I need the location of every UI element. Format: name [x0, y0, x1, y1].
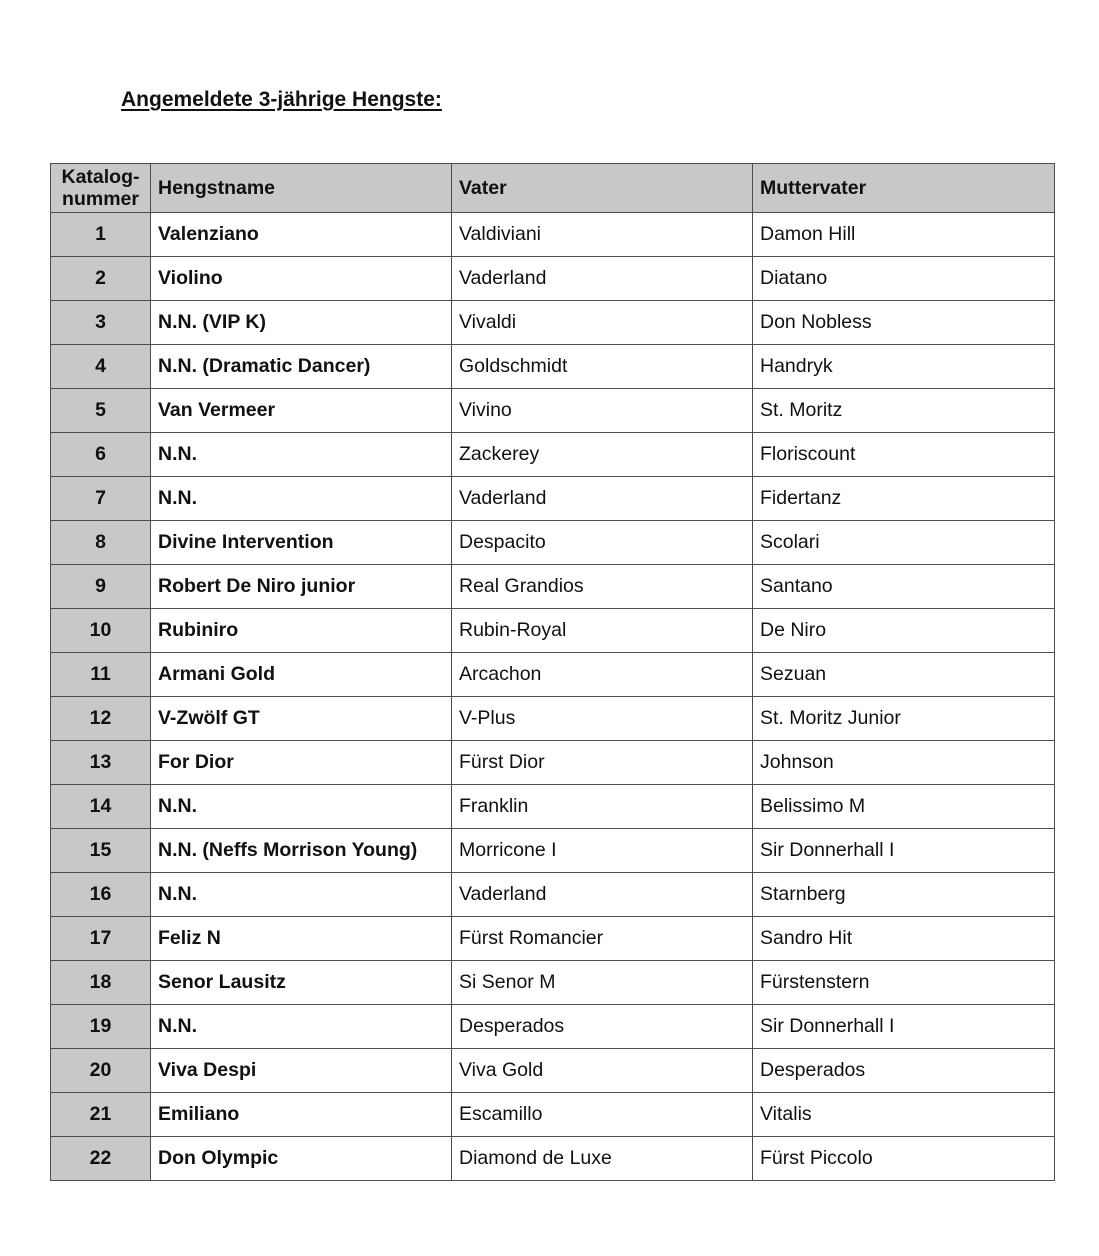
sire-cell: Desperados	[452, 1005, 753, 1049]
dam-sire-cell: Desperados	[753, 1049, 1055, 1093]
stallion-name-cell: Viva Despi	[151, 1049, 452, 1093]
dam-sire-cell: Diatano	[753, 257, 1055, 301]
table-row	[51, 917, 1055, 961]
table-row	[51, 829, 1055, 873]
dam-sire-cell: Fürst Piccolo	[753, 1137, 1055, 1181]
katalog-number-cell: 7	[51, 477, 151, 521]
dam-sire-cell: Johnson	[753, 741, 1055, 785]
table-row	[51, 1049, 1055, 1093]
katalog-number-cell: 4	[51, 345, 151, 389]
table-row	[51, 477, 1055, 521]
header-katalognummer	[51, 164, 151, 213]
sire-cell: Vivaldi	[452, 301, 753, 345]
dam-sire-cell: Vitalis	[753, 1093, 1055, 1137]
stallion-name-cell: Robert De Niro junior	[151, 565, 452, 609]
table-row	[51, 609, 1055, 653]
sire-cell: Vivino	[452, 389, 753, 433]
stallion-name-cell: Van Vermeer	[151, 389, 452, 433]
katalog-number-cell: 21	[51, 1093, 151, 1137]
header-katalog-line2: nummer	[62, 188, 139, 210]
table-row	[51, 653, 1055, 697]
sire-cell: Escamillo	[452, 1093, 753, 1137]
table-row	[51, 785, 1055, 829]
katalog-number-cell: 3	[51, 301, 151, 345]
sire-cell: Real Grandios	[452, 565, 753, 609]
sire-cell: Goldschmidt	[452, 345, 753, 389]
dam-sire-cell: Handryk	[753, 345, 1055, 389]
katalog-number-cell: 16	[51, 873, 151, 917]
stallion-name-cell: V-Zwölf GT	[151, 697, 452, 741]
stallion-name-cell: Violino	[151, 257, 452, 301]
header-hengstname: Hengstname	[151, 164, 452, 213]
sire-cell: Valdiviani	[452, 213, 753, 257]
katalog-number-cell: 19	[51, 1005, 151, 1049]
sire-cell: Arcachon	[452, 653, 753, 697]
dam-sire-cell: Sandro Hit	[753, 917, 1055, 961]
katalog-number-cell: 9	[51, 565, 151, 609]
table-row	[51, 433, 1055, 477]
table-row	[51, 697, 1055, 741]
katalog-number-cell: 12	[51, 697, 151, 741]
table-row	[51, 1137, 1055, 1181]
sire-cell: V-Plus	[452, 697, 753, 741]
stallion-name-cell: N.N. (VIP K)	[151, 301, 452, 345]
katalog-number-cell: 17	[51, 917, 151, 961]
stallion-name-cell: Armani Gold	[151, 653, 452, 697]
sire-cell: Viva Gold	[452, 1049, 753, 1093]
dam-sire-cell: Sir Donnerhall I	[753, 1005, 1055, 1049]
header-vater: Vater	[452, 164, 753, 213]
table-row	[51, 521, 1055, 565]
stallion-name-cell: Feliz N	[151, 917, 452, 961]
dam-sire-cell: Santano	[753, 565, 1055, 609]
katalog-number-cell: 10	[51, 609, 151, 653]
dam-sire-cell: Belissimo M	[753, 785, 1055, 829]
stallion-name-cell: Don Olympic	[151, 1137, 452, 1181]
table-row	[51, 345, 1055, 389]
table-row	[51, 257, 1055, 301]
stallion-name-cell: N.N.	[151, 433, 452, 477]
table-row	[51, 213, 1055, 257]
stallion-name-cell: Divine Intervention	[151, 521, 452, 565]
katalog-number-cell: 5	[51, 389, 151, 433]
katalog-number-cell: 11	[51, 653, 151, 697]
sire-cell: Vaderland	[452, 873, 753, 917]
stallion-name-cell: For Dior	[151, 741, 452, 785]
katalog-number-cell: 2	[51, 257, 151, 301]
table-row	[51, 741, 1055, 785]
stallion-name-cell: N.N. (Dramatic Dancer)	[151, 345, 452, 389]
dam-sire-cell: Don Nobless	[753, 301, 1055, 345]
katalog-number-cell: 20	[51, 1049, 151, 1093]
table-row	[51, 1093, 1055, 1137]
dam-sire-cell: Fidertanz	[753, 477, 1055, 521]
dam-sire-cell: St. Moritz	[753, 389, 1055, 433]
sire-cell: Zackerey	[452, 433, 753, 477]
katalog-number-cell: 18	[51, 961, 151, 1005]
dam-sire-cell: Fürstenstern	[753, 961, 1055, 1005]
sire-cell: Morricone I	[452, 829, 753, 873]
dam-sire-cell: Scolari	[753, 521, 1055, 565]
dam-sire-cell: St. Moritz Junior	[753, 697, 1055, 741]
sire-cell: Fürst Romancier	[452, 917, 753, 961]
stallion-name-cell: N.N.	[151, 1005, 452, 1049]
sire-cell: Fürst Dior	[452, 741, 753, 785]
table-row	[51, 961, 1055, 1005]
table-row	[51, 873, 1055, 917]
sire-cell: Diamond de Luxe	[452, 1137, 753, 1181]
katalog-number-cell: 6	[51, 433, 151, 477]
dam-sire-cell: De Niro	[753, 609, 1055, 653]
stallion-name-cell: Valenziano	[151, 213, 452, 257]
table-row	[51, 565, 1055, 609]
katalog-number-cell: 13	[51, 741, 151, 785]
header-row	[51, 164, 1055, 213]
sire-cell: Si Senor M	[452, 961, 753, 1005]
dam-sire-cell: Floriscount	[753, 433, 1055, 477]
table-body	[51, 213, 1055, 1181]
table-row	[51, 301, 1055, 345]
stallion-name-cell: Rubiniro	[151, 609, 452, 653]
dam-sire-cell: Sezuan	[753, 653, 1055, 697]
dam-sire-cell: Sir Donnerhall I	[753, 829, 1055, 873]
stallion-name-cell: Emiliano	[151, 1093, 452, 1137]
katalog-number-cell: 8	[51, 521, 151, 565]
stallion-name-cell: N.N. (Neffs Morrison Young)	[151, 829, 452, 873]
sire-cell: Despacito	[452, 521, 753, 565]
katalog-number-cell: 15	[51, 829, 151, 873]
sire-cell: Vaderland	[452, 257, 753, 301]
katalog-number-cell: 22	[51, 1137, 151, 1181]
dam-sire-cell: Damon Hill	[753, 213, 1055, 257]
header-muttervater: Muttervater	[753, 164, 1055, 213]
table-row	[51, 1005, 1055, 1049]
sire-cell: Rubin-Royal	[452, 609, 753, 653]
sire-cell: Vaderland	[452, 477, 753, 521]
stallion-name-cell: N.N.	[151, 785, 452, 829]
dam-sire-cell: Starnberg	[753, 873, 1055, 917]
stallion-name-cell: Senor Lausitz	[151, 961, 452, 1005]
stallion-table	[50, 163, 1055, 1181]
table-row	[51, 389, 1055, 433]
katalog-number-cell: 14	[51, 785, 151, 829]
sire-cell: Franklin	[452, 785, 753, 829]
header-katalog-line1: Katalog-	[61, 166, 140, 188]
katalog-number-cell: 1	[51, 213, 151, 257]
stallion-name-cell: N.N.	[151, 477, 452, 521]
table-header	[51, 164, 1055, 213]
page-heading: Angemeldete 3-jährige Hengste:	[121, 88, 442, 111]
stallion-name-cell: N.N.	[151, 873, 452, 917]
